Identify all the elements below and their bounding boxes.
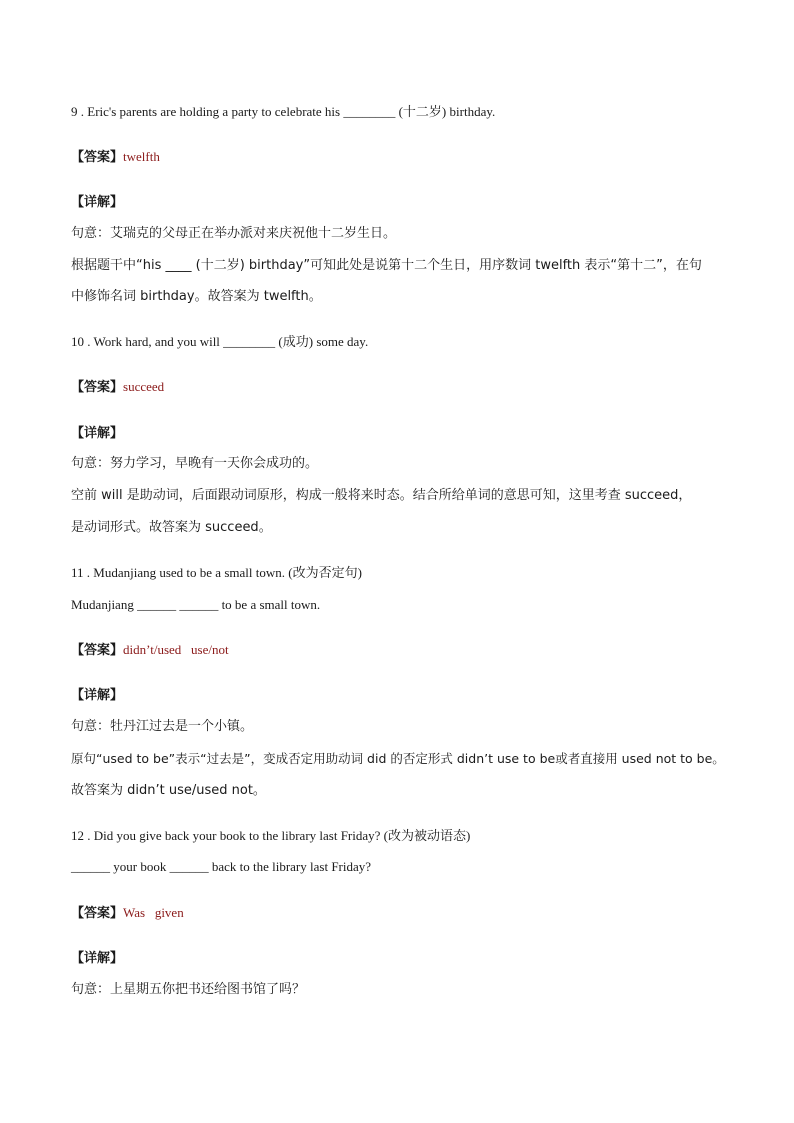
answer-9	[71, 148, 724, 167]
answer-value: succeed	[123, 379, 165, 394]
question-9: 9 . Eric's parents are holding a party to celebrate his ________ (十二岁) birthday.	[71, 104, 496, 119]
meaning-10: 句意：努力学习，早晚有一天你会成功的。	[71, 456, 319, 471]
detail-10	[71, 424, 724, 443]
answer-11	[71, 641, 724, 660]
detail-12	[71, 949, 724, 968]
answer-value: Was given	[123, 905, 184, 920]
meaning-11: 句意：牡丹江过去是一个小镇。	[71, 719, 254, 734]
question-10: 10 . Work hard, and you will ________ (成功) some day.	[71, 334, 369, 349]
answer-12	[71, 904, 724, 923]
answer-10	[71, 378, 724, 397]
answer-tag: 【答案】	[71, 380, 124, 395]
meaning-12: 句意：上星期五你把书还给图书馆了吗？	[71, 982, 306, 997]
explain-11-line-2: 故答案为 didn’t use/used not。	[71, 783, 266, 798]
explain-10-line-2: 是动词形式。故答案为 succeed。	[71, 520, 272, 535]
answer-value: didn’t/used use/not	[123, 642, 229, 657]
explain-10-line-1: 空前 will 是助动词，后面跟动词原形，构成一般将来时态。结合所给单词的意思可知，这里考查 succeed，	[71, 488, 692, 503]
answer-tag: 【答案】	[71, 150, 124, 165]
detail-tag: 【详解】	[71, 426, 124, 441]
explain-9-line-2: 中修饰名词 birthday。故答案为 twelfth。	[71, 289, 322, 304]
detail-tag: 【详解】	[71, 195, 124, 210]
detail-9	[71, 193, 724, 212]
question-11: 11 . Mudanjiang used to be a small town. (改为否定句)	[71, 565, 362, 580]
detail-tag: 【详解】	[71, 951, 124, 966]
answer-tag: 【答案】	[71, 643, 124, 658]
answer-tag: 【答案】	[71, 906, 124, 921]
explain-9-line-1: 根据题干中“his ____ (十二岁) birthday”可知此处是说第十二个生日，用序数词 twelfth 表示“第十二”，在句	[71, 258, 702, 273]
question-12: 12 . Did you give back your book to the library last Friday? (改为被动语态)	[71, 828, 471, 843]
prompt-11: Mudanjiang ______ ______ to be a small town.	[71, 597, 321, 612]
detail-11	[71, 686, 724, 705]
explain-11-line-1: 原句“used to be”表示“过去是”，变成否定用助动词 did 的否定形式 didn’t use to be或者直接用 used not to be。	[71, 751, 725, 766]
detail-tag: 【详解】	[71, 688, 124, 703]
prompt-12: ______ your book ______ back to the library last Friday?	[71, 859, 372, 874]
meaning-9: 句意：艾瑞克的父母正在举办派对来庆祝他十二岁生日。	[71, 226, 397, 241]
answer-value: twelfth	[123, 149, 160, 164]
